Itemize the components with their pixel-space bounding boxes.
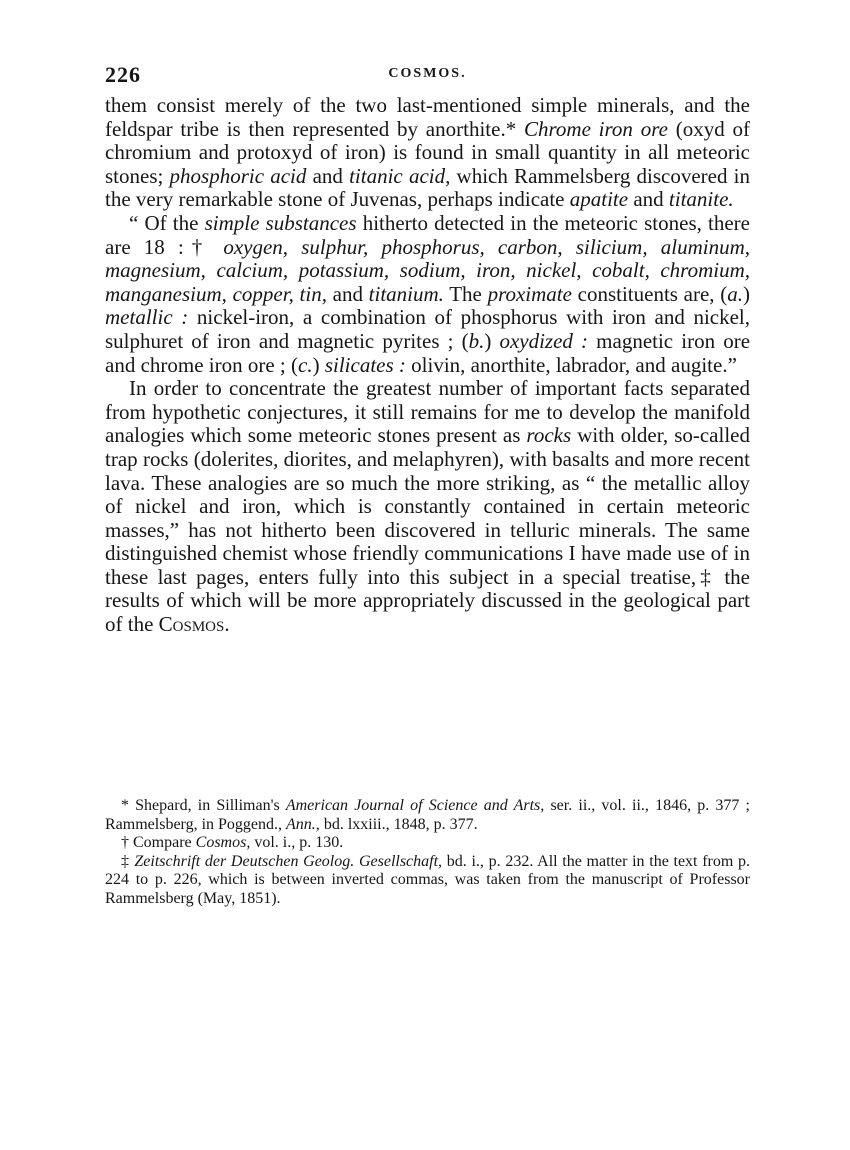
italic-term: apatite [569,187,629,212]
italic-term: b. [468,328,485,353]
italic-term: Cosmos, [195,834,251,851]
italic-term: titanium. [368,281,444,306]
page-number: 226 [105,62,141,87]
italic-term: Ann., [286,815,320,833]
italic-term: silicates : [324,352,406,377]
footnote-3 [105,853,750,909]
text-run: The [443,281,488,306]
text-run: which Rammelsberg discovered in the very remarkable stone of Juvenas, perhaps indicate [105,163,750,212]
text-run: nickel-iron, a combination of phosphorus with iron and nickel, sulphuret of iron and magnetic pyrites ; ( [105,305,751,353]
italic-term: American Journal of Science and Arts, [285,797,545,814]
text-run: olivin, anorthite, labrador, and augite.” [405,352,737,377]
text-run: ) [742,281,750,306]
text-run: vol. i., p. 130. [250,834,344,851]
paragraph-3 [105,377,750,637]
italic-term: metallic : [105,305,189,330]
footnote-2 [105,834,750,853]
body-text [105,94,750,637]
text-run: and [326,281,369,306]
text-run: . [224,612,230,637]
italic-term: titanite. [668,187,734,212]
small-caps-term: Cosmos [158,612,225,637]
text-run: constituents are, ( [571,281,728,306]
text-run: hitherto detected in the meteoric stones, there are 18 :† [105,210,750,259]
italic-term: phosphoric acid [169,163,307,188]
text-run: with older, so-called trap rocks (dolerites, diorites, and melaphyren), with basalts and more recent lava. These analogies are so much the more striking, as “ the metallic alloy of nickel and iron, which is constantly contained in certain meteoric masses,” has not hitherto been discovered in telluric minerals. The same distinguished chemist whose friendly communications I have made use of in these last pages, enters fully into this subject in a special treatise,‡ the results of which will be more appropriately discussed in the geological part of the [105,423,750,637]
text-run: In order to concentrate the greatest number of important facts separated from hypothetic conjectures, it still remains for me to develop the manifold analogies which some meteoric stones present as [105,376,750,448]
italic-term: Chrome iron ore [524,116,668,141]
italic-term: proximate [487,281,572,306]
running-head [105,62,750,86]
footnote-1 [105,797,750,834]
text-run: magnetic iron ore and chrome iron ore ; ( [105,328,751,377]
paragraph-1 [105,94,750,212]
italic-term: rocks [526,423,572,448]
italic-term: a. [727,281,743,306]
text-run: ) [312,352,325,377]
text-run: and [628,187,669,212]
italic-term: c. [298,352,313,377]
text-run: and [306,163,350,188]
text-run: ‡ [121,852,135,870]
text-run: them consist merely of the two last-mentioned simple minerals, and the feldspar tribe is then represented by anorthite.* [105,93,750,141]
text-run: † Compare [121,834,196,851]
text-run: (oxyd of chromium and protoxyd of iron) is found in small quantity in all meteoric stones; [105,116,750,188]
text-run: * Shepard, in Silliman's [121,797,286,814]
text-run: ser. ii., vol. ii., 1846, p. 377 ; Rammelsberg, in Poggend., [105,797,750,833]
italic-term: oxydized : [499,328,589,353]
text-run: ) [484,328,500,353]
italic-term: oxygen, sulphur, phosphorus, carbon, silicium, aluminum, magnesium, calcium, potassium, sodium, iron, nickel, cobalt, chromium, manganesium, copper, tin, [105,234,750,306]
running-title: COSMOS. [388,66,467,81]
footnotes [105,797,750,908]
paragraph-2 [105,212,750,377]
text-run: bd. lxxiii., 1848, p. 377. [319,815,478,833]
italic-term: simple substances [204,210,357,235]
text-run: bd. i., p. 232. All the matter in the text from p. 224 to p. 226, which is between inverted commas, was taken from the manuscript of Professor Rammelsberg (May, 1851). [105,852,750,907]
italic-term: Zeitschrift der Deutschen Geolog. Gesellschaft, [134,852,443,870]
text-run: “ Of the [129,210,205,235]
italic-term: titanic acid, [349,163,451,188]
